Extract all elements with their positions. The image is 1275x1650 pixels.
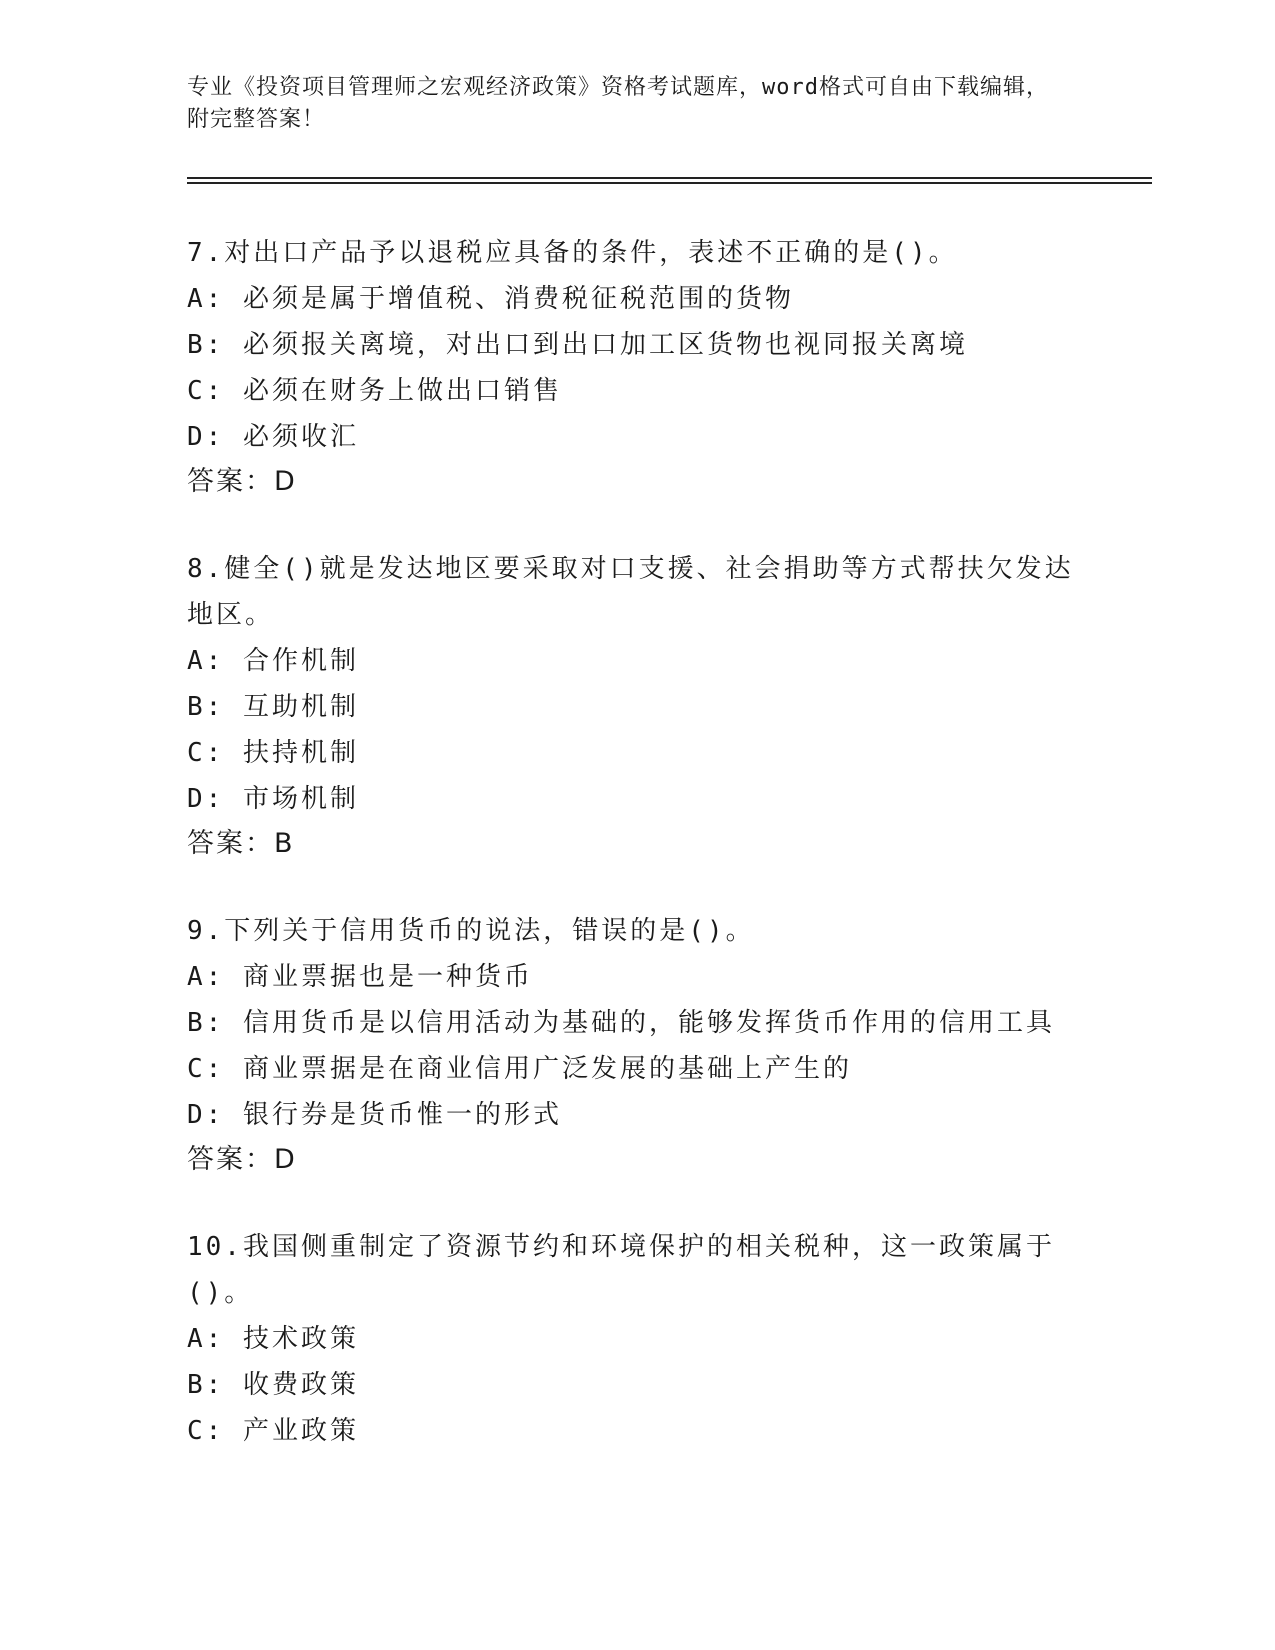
question-9 [187, 908, 1077, 1182]
option-c: C: 商业票据是在商业信用广泛发展的基础上产生的 [187, 1054, 852, 1084]
question-list [187, 230, 1077, 1496]
question-stem: 7.对出口产品予以退税应具备的条件，表述不正确的是()。 [187, 238, 958, 268]
option-a: A: 必须是属于增值税、消费税征税范围的货物 [187, 284, 794, 314]
option-c: C: 必须在财务上做出口销售 [187, 376, 562, 406]
answer: 答案：D [187, 1144, 297, 1175]
question-stem: 9.下列关于信用货币的说法，错误的是()。 [187, 916, 755, 946]
option-b: B: 收费政策 [187, 1370, 359, 1400]
answer: 答案：B [187, 828, 295, 859]
question-10 [187, 1224, 1077, 1454]
question-8 [187, 546, 1077, 866]
question-7 [187, 230, 1077, 504]
option-c: C: 扶持机制 [187, 738, 359, 768]
header-divider-top [187, 177, 1152, 179]
option-b: B: 信用货币是以信用活动为基础的，能够发挥货币作用的信用工具 [187, 1008, 1055, 1038]
option-b: B: 必须报关离境，对出口到出口加工区货物也视同报关离境 [187, 330, 968, 360]
answer: 答案：D [187, 466, 297, 497]
option-a: A: 合作机制 [187, 646, 359, 676]
header-divider-bottom [187, 182, 1152, 184]
option-d: D: 银行券是货币惟一的形式 [187, 1100, 562, 1130]
option-a: A: 技术政策 [187, 1324, 359, 1354]
question-stem: 10.我国侧重制定了资源节约和环境保护的相关税种，这一政策属于()。 [187, 1232, 1055, 1308]
option-b: B: 互助机制 [187, 692, 359, 722]
option-c: C: 产业政策 [187, 1416, 359, 1446]
option-d: D: 市场机制 [187, 784, 359, 814]
option-a: A: 商业票据也是一种货币 [187, 962, 533, 992]
option-d: D: 必须收汇 [187, 422, 359, 452]
question-stem: 8.健全()就是发达地区要采取对口支援、社会捐助等方式帮扶欠发达地区。 [187, 554, 1074, 630]
document-header: 专业《投资项目管理师之宏观经济政策》资格考试题库，word格式可自由下载编辑，附完整答案！ [187, 75, 1049, 132]
